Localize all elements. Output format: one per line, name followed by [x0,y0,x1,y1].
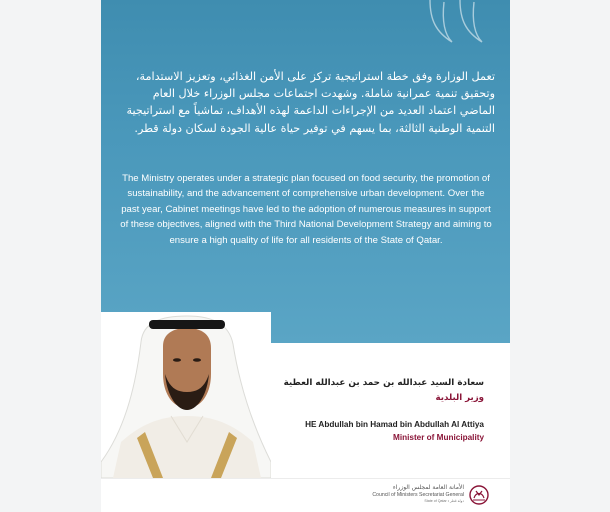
minister-portrait [101,312,271,478]
logo-subtext: State of Qatar • دولة قطر [424,499,464,503]
statement-card [101,0,510,512]
speaker-name-arabic: سعادة السيد عبدالله بن حمد بن عبدالله العطية [283,378,484,388]
speaker-name-english: HE Abdullah bin Hamad bin Abdullah Al Attiya [305,420,484,429]
qatar-emblem-icon [468,484,490,506]
logo-text-arabic: الأمانة العامة لمجلس الوزراء [392,484,464,491]
logo-text-english: Council of Ministers Secretariat General [372,492,464,498]
speaker-title-arabic: وزير البلدية [435,393,484,403]
secretariat-logo [372,484,490,506]
quote-mark-icon [422,0,492,50]
quote-arabic: تعمل الوزارة وفق خطة استراتيجية تركز على الأمن الغذائي، وتعزيز الاستدامة، وتحقيق تنمية عمرانية شاملة. وشهدت اجتماعات مجلس الوزراء خلال العام الماضي اعتماد العديد من الإجراءات الداعمة لهذه الأهداف، تماشياً مع استراتيجية التنمية الوطنية الثالثة، بما يسهم في توفير حياة عالية الجودة لسكان دولة قطر. [126,70,495,135]
quote-panel [101,0,510,343]
quote-english: The Ministry operates under a strategic plan focused on food security, the promotion of sustainability, and the advancement of comprehensive urban development. Over the past year, Cabinet meetings have led to the adoption of numerous measures in support of these objectives, aligned with the Third National Development Strategy and aiming to ensure a high quality of life for all residents of the State of Qatar. [120,173,492,246]
speaker-title-english: Minister of Municipality [393,433,484,442]
